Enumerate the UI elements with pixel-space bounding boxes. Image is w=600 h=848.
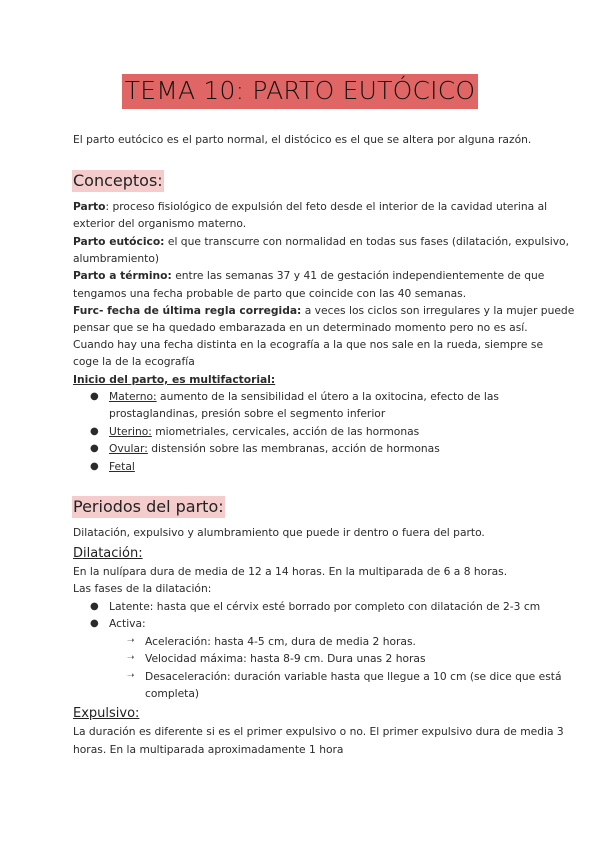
sublist-item-velocidad: Velocidad máxima: hasta 8-9 cm. Dura unas 2 horas [145, 652, 426, 665]
term-parto: Parto [73, 200, 106, 213]
def-termino-text: entre las semanas 37 y 41 de gestación independientemente de que [171, 269, 545, 282]
materno-text: aumento de la sensibilidad el útero a la oxitocina, efecto de las [156, 390, 499, 403]
page-title: TEMA 10: PARTO EUTÓCICO [122, 74, 479, 109]
subheading-expulsivo: Expulsivo: [73, 706, 140, 721]
list-item-latente: Latente: hasta que el cérvix esté borrado por completo con dilatación de 2-3 cm [109, 600, 541, 613]
def-furc-text: a veces los ciclos son irregulares y la mujer puede [301, 304, 575, 317]
sublist-item-desaceleracion-cont: completa) [145, 687, 200, 700]
ovular-text: distensión sobre las membranas, acción de hormonas [147, 442, 440, 455]
list-item-materno [109, 389, 499, 405]
ovular-label: Ovular: [109, 442, 148, 455]
def-eutocico-line2: alumbramiento) [73, 252, 160, 265]
dilatacion-line2: Las fases de la dilatación: [73, 582, 212, 595]
def-eutocico-line1 [73, 234, 569, 250]
fetal-label: Fetal [109, 460, 135, 473]
def-furc-line2: pensar que se ha quedado embarazada en un determinado momento pero no es así. [73, 321, 528, 334]
def-eutocico-text: el que transcurre con normalidad en todas sus fases (dilatación, expulsivo, [164, 235, 569, 248]
bullet-icon: ● [90, 443, 99, 454]
intro-paragraph: El parto eutócico es el parto normal, el distócico es el que se altera por alguna razón. [73, 133, 532, 146]
def-termino-line2: tengamos una fecha probable de parto que coincide con las 40 semanas. [73, 287, 467, 300]
inicio-heading [73, 372, 275, 388]
list-item-uterino [109, 424, 419, 440]
list-item-fetal [109, 459, 135, 475]
expulsivo-line1: La duración es diferente si es el primer expulsivo o no. El primer expulsivo dura de media 3 [73, 725, 564, 738]
list-item-materno-cont: prostaglandinas, presión sobre el segmento inferior [109, 407, 386, 420]
arrow-icon: ➝ [127, 671, 135, 681]
term-eutocico: Parto eutócico: [73, 235, 165, 248]
bullet-icon: ● [90, 601, 99, 612]
bullet-icon: ● [90, 426, 99, 437]
list-item-ovular [109, 441, 440, 457]
section-heading-conceptos: Conceptos: [73, 171, 163, 190]
periodos-intro: Dilatación, expulsivo y alumbramiento que puede ir dentro o fuera del parto. [73, 526, 485, 539]
def-furc-line1 [73, 303, 574, 319]
term-furc: Furc- fecha de última regla corregida: [73, 304, 302, 317]
list-item-activa: Activa: [109, 617, 146, 630]
bullet-icon: ● [90, 461, 99, 472]
bullet-icon: ● [90, 618, 99, 629]
bullet-icon: ● [90, 391, 99, 402]
materno-label: Materno: [109, 390, 157, 403]
def-parto-line2: exterior del organismo materno. [73, 217, 247, 230]
def-parto-line1 [73, 199, 547, 215]
def-furc-line4: coge la de la ecografía [73, 355, 195, 368]
arrow-icon: ➝ [127, 653, 135, 663]
inicio-heading-text: Inicio del parto, es multifactorial: [73, 373, 276, 386]
sublist-item-aceleracion: Aceleración: hasta 4-5 cm, dura de media 2 horas. [145, 635, 416, 648]
uterino-label: Uterino: [109, 425, 152, 438]
def-parto-text: : proceso fisiológico de expulsión del feto desde el interior de la cavidad uterina al [105, 200, 548, 213]
uterino-text: miometriales, cervicales, acción de las hormonas [151, 425, 420, 438]
sublist-item-desaceleracion: Desaceleración: duración variable hasta que llegue a 10 cm (se dice que está [145, 670, 562, 683]
def-furc-line3: Cuando hay una fecha distinta en la ecografía a la que nos sale en la rueda, siempre se [73, 338, 544, 351]
title-wrapper [0, 74, 600, 109]
expulsivo-line2: horas. En la multiparada aproximadamente 1 hora [73, 743, 344, 756]
section-heading-periodos: Periodos del parto: [73, 497, 224, 516]
subheading-dilatacion: Dilatación: [73, 546, 143, 561]
arrow-icon: ➝ [127, 636, 135, 646]
dilatacion-line1: En la nulípara dura de media de 12 a 14 horas. En la multiparada de 6 a 8 horas. [73, 565, 508, 578]
def-termino-line1 [73, 268, 544, 284]
term-termino: Parto a término: [73, 269, 172, 282]
